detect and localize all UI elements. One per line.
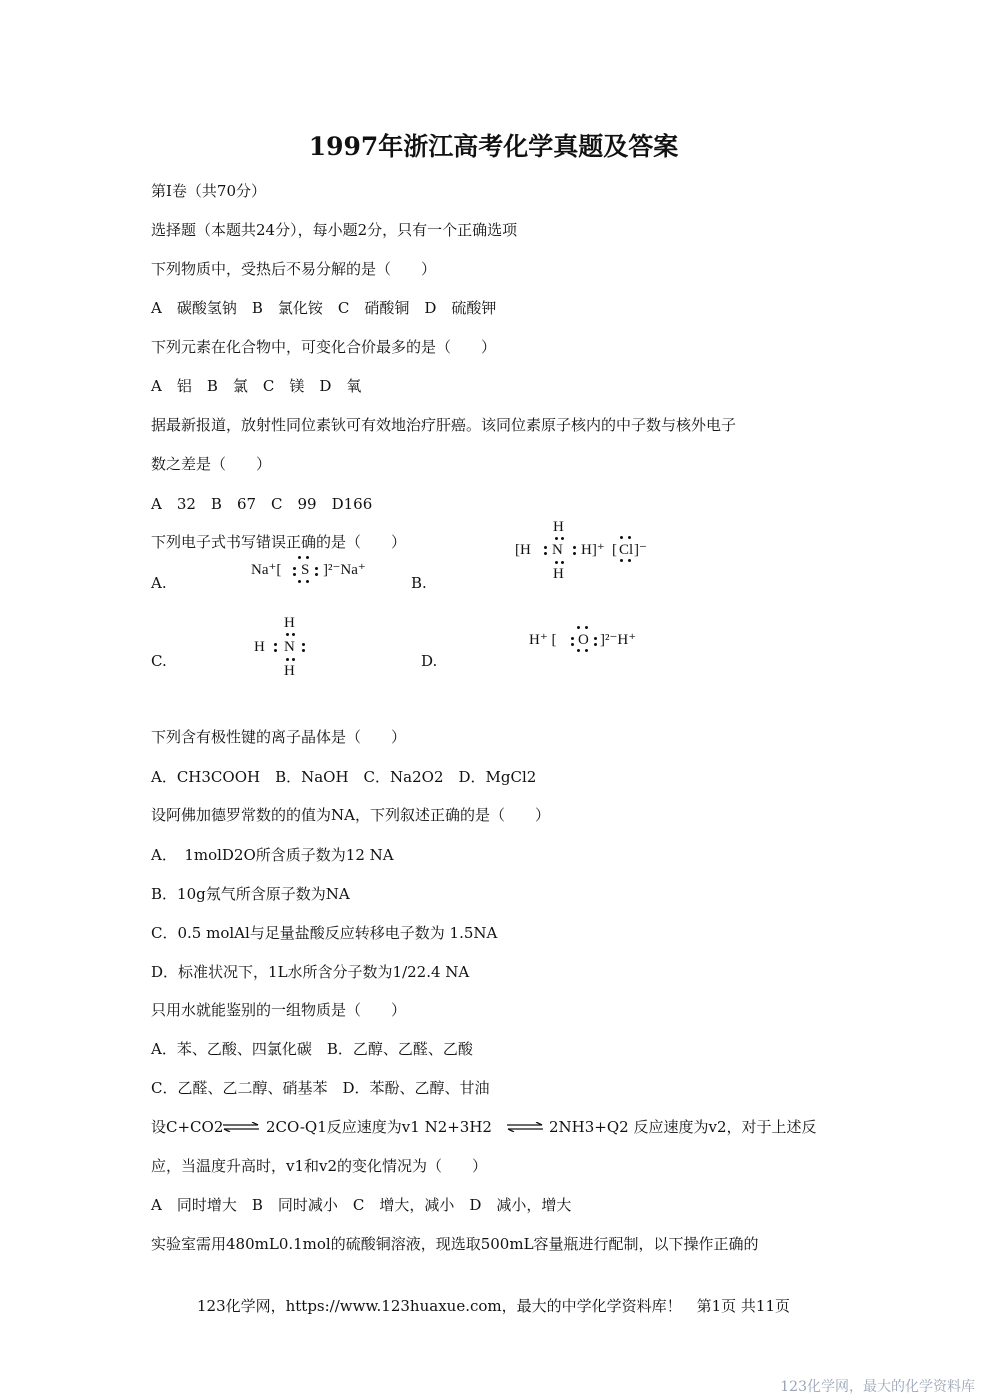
- question-1-options: A 碳酸氢钠 B 氯化铵 C 硝酸铜 D 硫酸钾: [151, 299, 497, 317]
- option-a-label: A.: [151, 574, 167, 592]
- lewis-c-h-bottom: H: [284, 663, 295, 679]
- lewis-d-atom: O: [578, 632, 589, 648]
- lewis-a-atom: S: [301, 562, 310, 578]
- question-6-option-c: C．0.5 molAl与足量盐酸反应转移电子数为 1.5NA: [151, 924, 498, 942]
- watermark: 123化学网，最大的化学资料库: [780, 1379, 975, 1395]
- question-5-options: A．CH3COOH B．NaOH C．Na2O2 D．MgCl2: [151, 768, 537, 786]
- question-6-option-d: D．标准状况下，1L水所含分子数为1/22.4 NA: [151, 963, 470, 981]
- lewis-b-atom: N: [552, 542, 563, 558]
- lewis-b-left: [H: [515, 542, 531, 558]
- question-8-options: A 同时增大 B 同时减小 C 增大，减小 D 减小，增大: [151, 1196, 572, 1214]
- section-header: 第Ⅰ卷（共70分）: [151, 182, 267, 200]
- lewis-b-anion-atom: Cl: [619, 542, 634, 558]
- page-footer: 123化学网，https://www.123huaxue.com，最大的中学化学资料库！ 第1页 共11页: [196, 1297, 791, 1315]
- question-6-option-a: A． 1molD2O所含质子数为12 NA: [151, 846, 394, 864]
- question-7-options-ab: A．苯、乙酸、四氯化碳 B．乙醇、乙醛、乙酸: [151, 1040, 473, 1058]
- option-d-label: D.: [421, 652, 438, 670]
- question-6: 设阿佛加德罗常数的的值为NA，下列叙述正确的是（ ）: [151, 806, 550, 824]
- question-8-part-2: 2CO-Q1反应速度为v1 N2+3H2: [266, 1118, 492, 1136]
- question-9: 实验室需用480mL0.1mol的硫酸铜溶液，现选取500mL容量瓶进行配制，以下操作正确的: [151, 1235, 759, 1253]
- instructions: 选择题（本题共24分），每小题2分，只有一个正确选项: [151, 221, 518, 239]
- lewis-c-atom: N: [284, 639, 295, 655]
- question-1: 下列物质中，受热后不易分解的是（ ）: [151, 260, 437, 278]
- lewis-a-right: ]²⁻Na⁺: [323, 562, 366, 578]
- equilibrium-arrow-icon: [222, 1122, 260, 1132]
- question-7-options-cd: C．乙醛、乙二醇、硝基苯 D．苯酚、乙醇、甘油: [151, 1079, 490, 1097]
- question-7: 只用水就能鉴别的一组物质是（ ）: [151, 1001, 407, 1019]
- question-8-part-1: 设C+CO2: [151, 1118, 224, 1136]
- question-6-option-b: B．10g氖气所含原子数为NA: [151, 885, 350, 903]
- question-2: 下列元素在化合物中，可变化合价最多的是（ ）: [151, 338, 497, 356]
- option-c-label: C.: [151, 652, 167, 670]
- question-8-cont: 应，当温度升高时，v1和v2的变化情况为（ ）: [151, 1157, 488, 1175]
- lewis-d-right: ]²⁻H⁺: [600, 632, 637, 648]
- lewis-b-h-top: H: [553, 519, 564, 535]
- page-title: 1997年浙江高考化学真题及答案: [308, 132, 679, 161]
- equilibrium-arrow-icon: [506, 1122, 544, 1132]
- question-2-options: A 铝 B 氯 C 镁 D 氧: [151, 377, 362, 395]
- question-5: 下列含有极性键的离子晶体是（ ）: [151, 728, 407, 746]
- lewis-c-h-top: H: [284, 615, 295, 631]
- question-3-cont: 数之差是（ ）: [151, 455, 272, 473]
- lewis-b-anion-left: [: [612, 542, 617, 558]
- question-4: 下列电子式书写错误正确的是（ ）: [151, 533, 407, 551]
- question-3-options: A 32 B 67 C 99 D166: [151, 495, 373, 513]
- lewis-b-right: H]⁺: [581, 542, 605, 558]
- option-b-label: B.: [411, 574, 427, 592]
- lewis-b-anion-right: ]⁻: [634, 542, 647, 558]
- lewis-b-h-bottom: H: [553, 566, 564, 582]
- lewis-a-left: Na⁺[: [251, 562, 282, 578]
- lewis-d-left: H⁺ [: [529, 632, 557, 648]
- question-8-part-3: 2NH3+Q2 反应速度为v2，对于上述反: [549, 1118, 817, 1136]
- question-3: 据最新报道，放射性同位素钬可有效地治疗肝癌。该同位素原子核内的中子数与核外电子: [151, 416, 737, 434]
- lewis-c-left: H: [254, 639, 265, 655]
